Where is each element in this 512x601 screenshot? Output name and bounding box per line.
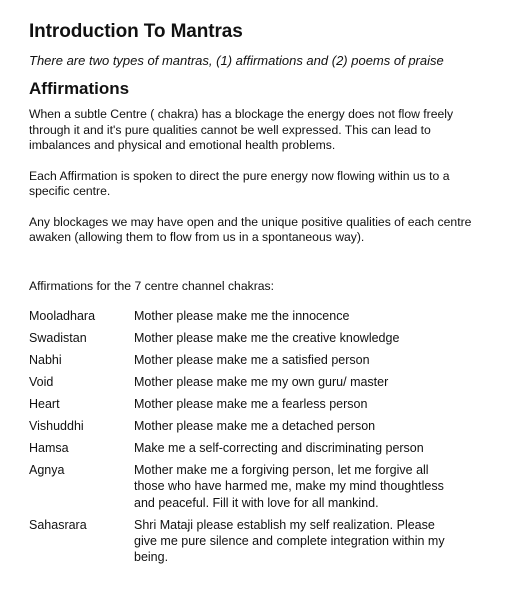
list-item [29, 374, 489, 390]
list-item [29, 396, 489, 412]
chakra-affirmation: Mother please make me a satisfied person [134, 352, 370, 367]
chakra-name: Agnya [29, 463, 65, 478]
section-heading-affirmations: Affirmations [29, 79, 130, 98]
chakra-list-intro: Affirmations for the 7 centre channel chakras: [29, 278, 275, 293]
list-item [29, 440, 489, 456]
chakra-affirmation: Mother please make me a fearless person [134, 396, 368, 411]
chakra-name: Void [29, 374, 54, 389]
chakra-affirmation: Mother please make me my own guru/ master [134, 374, 389, 389]
list-item [29, 517, 489, 566]
list-item [29, 352, 489, 368]
paragraph-blockage: When a subtle Centre ( chakra) has a blockage the energy does not flow freely through it and it's pure qualities cannot be well expressed. This can lead to imbalances and physical and emotional health problems. [29, 107, 454, 152]
chakra-affirmation: Mother please make me the innocence [134, 308, 350, 323]
page-subtitle: There are two types of mantras, (1) affirmations and (2) poems of praise [29, 53, 444, 68]
chakra-affirmation: Mother make me a forgiving person, let me forgive all those who have harmed me, make my mind thoughtless and peaceful. Fill it with love for all mankind. [134, 463, 444, 510]
chakra-name: Vishuddhi [29, 418, 84, 433]
paragraph-open-blockages: Any blockages we may have open and the unique positive qualities of each centre awaken (allowing them to flow from us in a spontaneous way). [29, 214, 472, 244]
list-item [29, 462, 489, 511]
chakra-name: Heart [29, 396, 60, 411]
chakra-name: Mooladhara [29, 308, 96, 323]
chakra-name: Nabhi [29, 352, 62, 367]
chakra-affirmation: Mother please make me a detached person [134, 418, 376, 433]
paragraph-direct-energy: Each Affirmation is spoken to direct the pure energy now flowing within us to a specific centre. [29, 168, 450, 198]
list-item [29, 418, 489, 434]
list-item [29, 330, 489, 346]
chakra-affirmation: Shri Mataji please establish my self realization. Please give me pure silence and complete integration within my being. [134, 517, 445, 565]
chakra-affirmation-list [29, 308, 489, 566]
document-page [29, 20, 489, 572]
chakra-name: Sahasrara [29, 517, 87, 532]
chakra-affirmation: Make me a self-correcting and discriminating person [134, 441, 424, 456]
page-title: Introduction To Mantras [29, 21, 243, 42]
list-item [29, 308, 489, 324]
chakra-name: Swadistan [29, 330, 87, 345]
chakra-affirmation: Mother please make me the creative knowledge [134, 330, 400, 345]
chakra-name: Hamsa [29, 441, 69, 456]
